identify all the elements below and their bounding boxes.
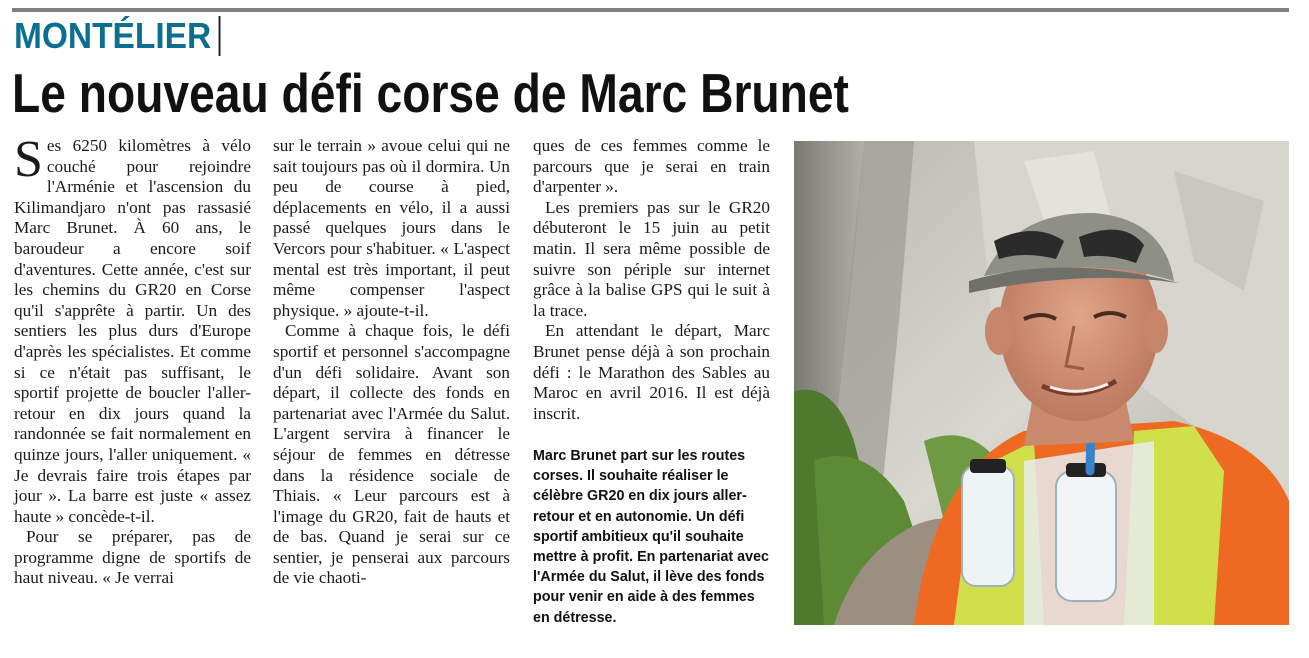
article-column-1 — [14, 131, 251, 589]
article-headline: Le nouveau défi corse de Marc Brunet — [12, 62, 849, 124]
article-paragraph: En attendant le départ, Marc Brunet pense déjà à son prochain défi : le Marathon des Sables au Maroc en avril 2016. Il est déjà inscrit. — [533, 321, 770, 423]
article-paragraph: sur le terrain » avoue celui qui ne sait toujours pas où il dormira. Un peu de course à pied, déplacements en vélo, il a aussi passé quelques jours dans le Vercors pour s'habituer. « L'aspect mental est très important, il peut même compenser l'aspect physique. » ajoute-t-il. — [273, 136, 510, 320]
article-paragraph: Ses 6250 kilomètres à vélo couché pour rejoindre l'Arménie et l'ascension du Kilimandjaro n'ont pas rassasié Marc Brunet. À 60 ans, le baroudeur a encore soif d'aventures. Cette année, c'est sur les chemins du GR20 en Corse qu'il s'apprête à partir. Un des sentiers les plus durs d'Europe d'après les spécialistes. Et comme si ce n'était pas suffisant, le sportif projette de boucler l'aller-retour en dix jours quand la randonnée se fait normalement en quinze jours, l'aller uniquement. « Je devrais faire trois étapes par jour ». La barre est juste « assez haute » concède-t-il. — [14, 131, 251, 526]
article-column-3 — [533, 136, 770, 424]
article-paragraph: Pour se préparer, pas de programme digne de sportifs de haut niveau. « Je verrai — [14, 527, 251, 588]
article-paragraph: Comme à chaque fois, le défi sportif et personnel s'accompagne d'un défi solidaire. Avant son départ, il collecte des fonds en partenariat avec l'Armée du Salut. L'argent servira à financer le séjour de femmes en détresse dans la résidence sociale de Thiais. « Leur parcours est à l'image du GR20, fait de hauts et de bas. Quand je serai sur ce sentier, je penserai aux parcours de vie chaoti- — [273, 321, 510, 588]
photo-caption: Marc Brunet part sur les routes corses. Il souhaite réaliser le célèbre GR20 en dix jours aller-retour et en autonomie. Un défi sportif ambitieux qu'il souhaite mettre à profit. En partenariat avec l'Armée du Salut, il lève des fonds pour venir en aide à des femmes en détresse. — [533, 448, 769, 626]
article-paragraph: Les premiers pas sur le GR20 débuteront le 15 juin au petit matin. Il sera même possible de suivre son périple sur internet grâce à la balise GPS qui le suit à la trace. — [533, 197, 770, 320]
article-paragraph: ques de ces femmes comme le parcours que je serai en train d'arpenter ». — [533, 136, 770, 197]
top-rule — [12, 8, 1289, 12]
hiker-selfie-image — [794, 141, 1289, 625]
article-column-2 — [273, 136, 510, 589]
article-photo — [794, 141, 1289, 625]
section-kicker: MONTÉLIER — [14, 16, 220, 56]
